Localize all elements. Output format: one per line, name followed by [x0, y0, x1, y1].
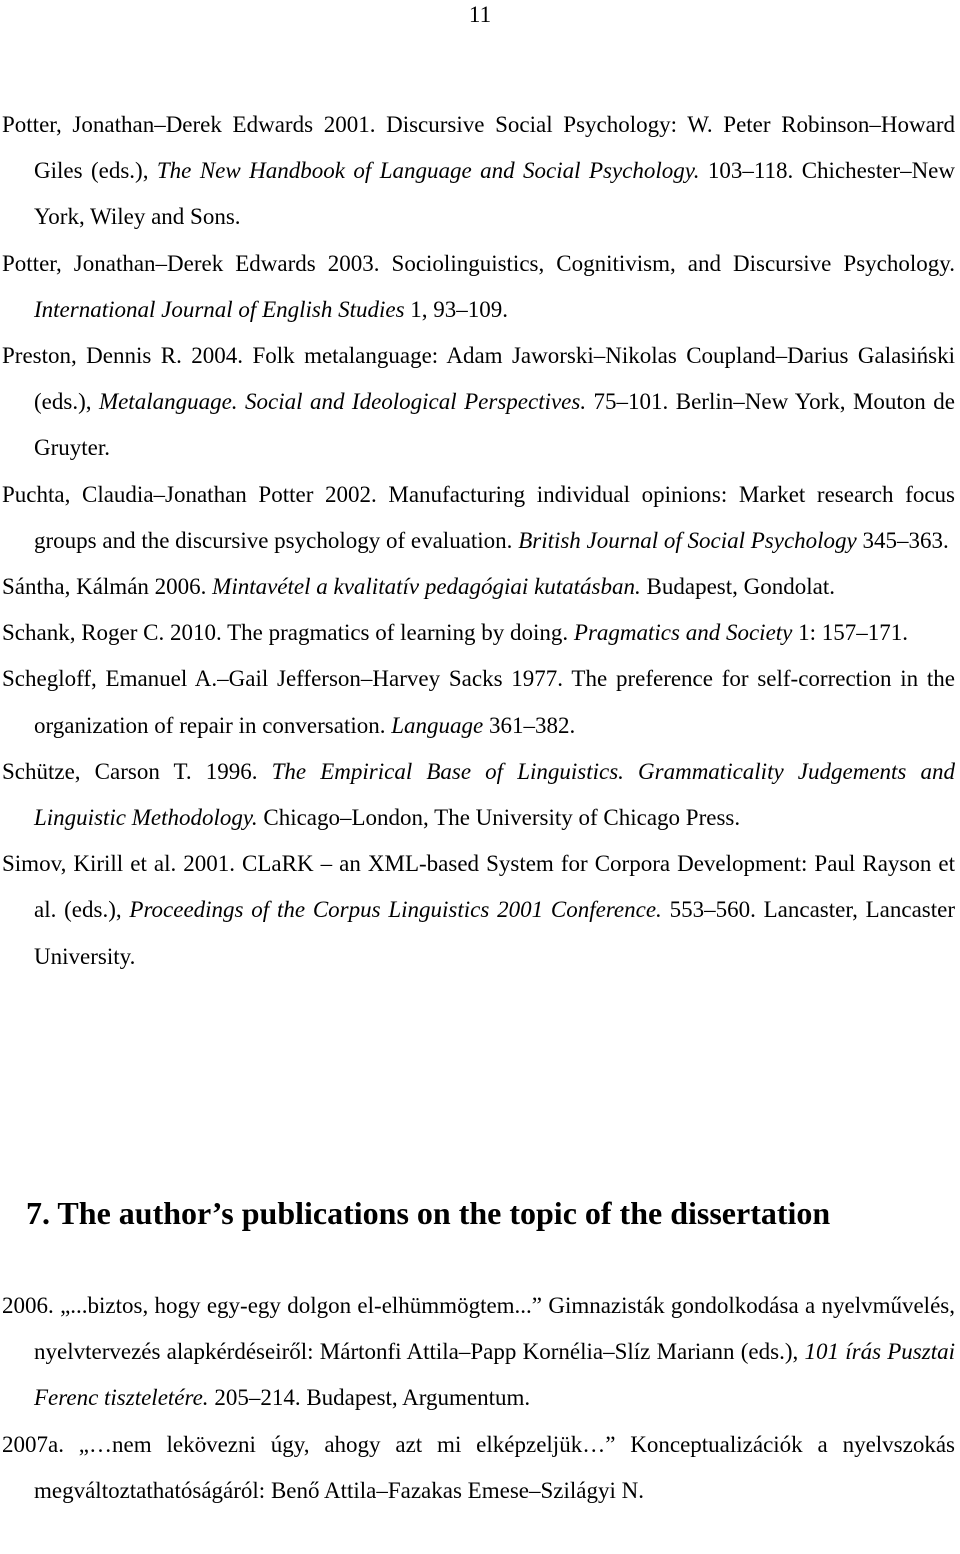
italic-title-segment: Mintavétel a kvalitatív pedagógiai kutatásban. [212, 574, 641, 600]
publication-entry [2, 1422, 955, 1514]
text-segment: Preston, Dennis R. 2004. Folk metalanguage: Adam Jaworski–Nikolas Coupland–Darius Galasiński (eds.), [2, 343, 955, 415]
reference-list [2, 102, 955, 980]
reference-entry [2, 472, 955, 564]
text-segment: 1, 93–109. [404, 296, 509, 322]
text-segment: 361–382. [483, 712, 576, 738]
reference-entry [2, 564, 955, 610]
italic-title-segment: 101 írás Pusztai Ferenc tiszteletére. [34, 1339, 955, 1411]
text-segment: Budapest, Gondolat. [640, 574, 835, 600]
text-segment: 345–363. [856, 527, 949, 553]
text-segment: Potter, Jonathan–Derek Edwards 2003. Sociolinguistics, Cognitivism, and Discursive Psychology. [2, 250, 955, 276]
italic-title-segment: British Journal of Social Psychology [518, 527, 857, 553]
text-segment: 1: 157–171. [792, 620, 909, 646]
section-heading: 7. The author’s publications on the topic of the dissertation [26, 1195, 831, 1231]
text-segment: Schank, Roger C. 2010. The pragmatics of learning by doing. [2, 620, 574, 646]
text-segment: Potter, Jonathan–Derek Edwards 2001. Discursive Social Psychology: W. Peter Robinson–Howard Giles (eds.), [2, 112, 955, 184]
italic-title-segment: Metalanguage. Social and Ideological Perspectives. [98, 389, 587, 415]
text-segment: 2007a. „…nem lekövezni úgy, ahogy azt mi elképzeljük…” Konceptualizációk a nyelvszokás megváltoztathatóságáról: Benő Attila–Fazakas Emese–Szilágyi N. [2, 1431, 955, 1503]
text-segment: Chicago–London, The University of Chicago Press. [257, 805, 741, 831]
publication-entry [2, 1283, 955, 1422]
text-segment: 75–101. Berlin–New York, Mouton de Gruyter. [34, 389, 955, 461]
text-segment: Simov, Kirill et al. 2001. CLaRK – an XML-based System for Corpora Development: Paul Rayson et al. (eds.), [2, 851, 955, 923]
italic-title-segment: Proceedings of the Corpus Linguistics 2001 Conference. [129, 897, 662, 923]
text-segment: Schütze, Carson T. 1996. [2, 758, 272, 784]
reference-entry [2, 841, 955, 980]
italic-title-segment: The Empirical Base of Linguistics. Grammaticality Judgements and Linguistic Methodology. [34, 758, 955, 831]
text-segment: 205–214. Budapest, Argumentum. [208, 1385, 531, 1411]
reference-entry [2, 241, 955, 333]
italic-title-segment: Language [391, 712, 484, 738]
reference-entry [2, 102, 955, 241]
reference-entry [2, 656, 955, 748]
page-number: 11 [468, 2, 492, 27]
text-segment: Puchta, Claudia–Jonathan Potter 2002. Manufacturing individual opinions: Market research focus groups and the discursive psychology of evaluation. [2, 481, 955, 553]
italic-title-segment: International Journal of English Studies [34, 296, 405, 322]
italic-title-segment: The New Handbook of Language and Social Psychology. [156, 158, 700, 184]
reference-entry [2, 610, 955, 656]
text-segment: 2006. „...biztos, hogy egy-egy dolgon el-elhümmögtem...” Gimnazisták gondolkodása a nyelvművelés, nyelvtervezés alapkérdéseiről: Mártonfi Attila–Papp Kornélia–Slíz Mariann (eds.), [2, 1293, 955, 1365]
reference-entry [2, 333, 955, 472]
italic-title-segment: Pragmatics and Society [573, 620, 793, 646]
text-segment: Schegloff, Emanuel A.–Gail Jefferson–Harvey Sacks 1977. The preference for self-correction in the organization of repair in conversation. [2, 666, 955, 738]
text-segment: 103–118. Chichester–New York, Wiley and Sons. [34, 158, 956, 230]
publication-list [2, 1283, 955, 1514]
text-segment: Sántha, Kálmán 2006. [2, 574, 213, 600]
text-segment: 553–560. Lancaster, Lancaster University. [34, 897, 955, 969]
reference-entry [2, 749, 955, 841]
